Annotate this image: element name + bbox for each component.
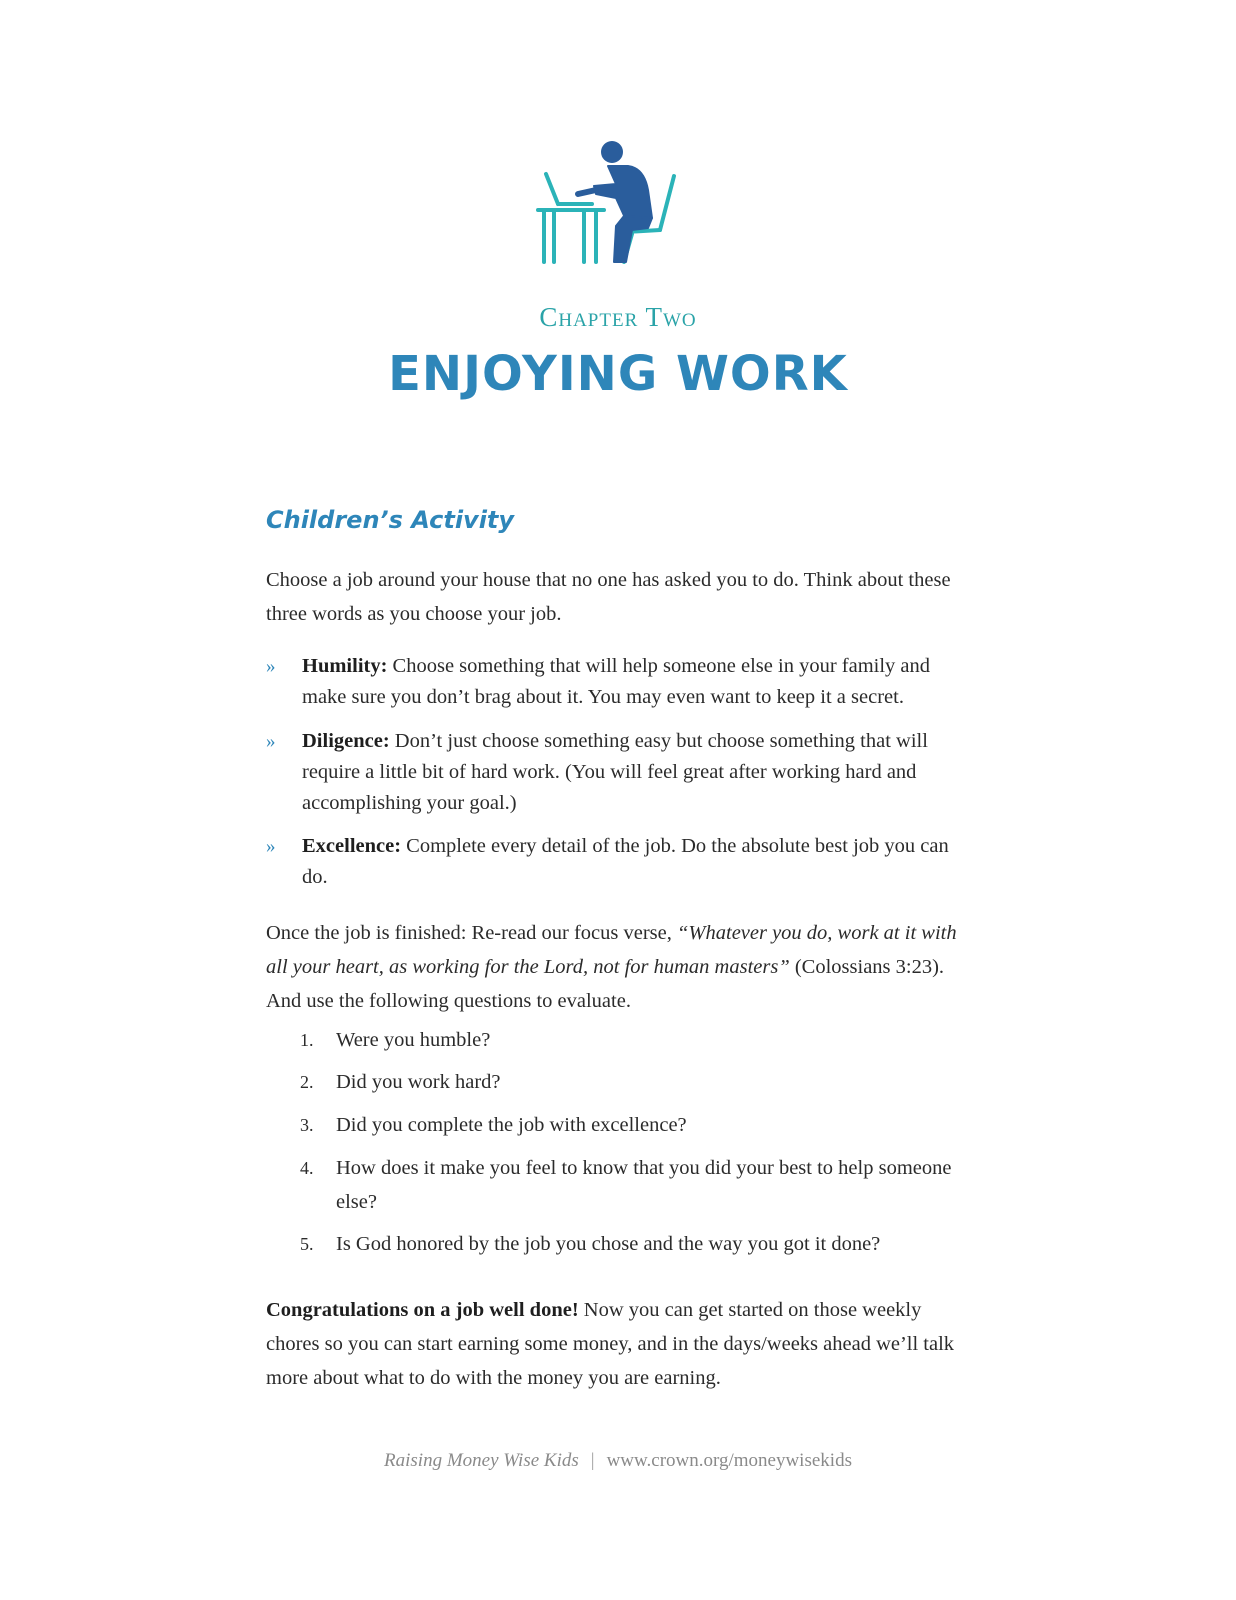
verse-quote: “Whatever you do, work at it with all your heart, as working for the Lord, not for human masters” xyxy=(266,922,957,978)
section-heading: Children’s Activity xyxy=(266,506,515,534)
list-number: 4. xyxy=(300,1158,314,1178)
list-item xyxy=(300,1151,960,1219)
chapter-label: Chapter Two xyxy=(539,302,697,332)
congrats-paragraph xyxy=(266,1293,966,1395)
verse-tail-text: (Colossians 3:23). And use the following questions to evaluate. xyxy=(266,956,945,1012)
congrats-text: Now you can get started on those weekly chores so you can start earning some money, and in the days/weeks ahead we’ll talk more about what to do with the money you are earning. xyxy=(266,1299,955,1389)
list-text: Did you complete the job with excellence? xyxy=(336,1114,687,1136)
list-item xyxy=(300,1023,960,1057)
person-at-laptop-desk-icon xyxy=(536,138,686,270)
list-number: 2. xyxy=(300,1072,314,1092)
bullet-marker-icon: » xyxy=(266,656,276,677)
list-item xyxy=(300,1227,960,1261)
bullet-text: Don’t just choose something easy but choose something that will require a little bit of hard work. (You will feel great after working hard and accomplishing your goal.) xyxy=(302,730,928,814)
bullet-marker-icon: » xyxy=(266,836,276,857)
footer-url[interactable]: www.crown.org/moneywisekids xyxy=(606,1450,852,1471)
chapter-title: ENJOYING WORK xyxy=(388,346,848,402)
list-number: 5. xyxy=(300,1234,314,1254)
list-text: Were you humble? xyxy=(336,1029,491,1051)
bullet-text: Choose something that will help someone else in your family and make sure you don’t brag about it. You may even want to keep it a secret. xyxy=(302,655,931,708)
footer-separator: | xyxy=(590,1450,595,1471)
list-text: Did you work hard? xyxy=(336,1071,501,1093)
list-item xyxy=(300,1065,960,1099)
bullet-item-humility xyxy=(266,651,966,713)
bullet-item-excellence xyxy=(266,831,966,893)
list-number: 1. xyxy=(300,1030,314,1050)
bullet-text: Complete every detail of the job. Do the absolute best job you can do. xyxy=(302,835,949,888)
list-text: Is God honored by the job you chose and the way you got it done? xyxy=(336,1233,881,1255)
intro-paragraph: Choose a job around your house that no one has asked you to do. Think about these three words as you choose your job. xyxy=(266,569,951,625)
bullet-term: Diligence: xyxy=(302,730,390,752)
bullet-marker-icon: » xyxy=(266,731,276,752)
bullet-item-diligence xyxy=(266,726,966,819)
list-item xyxy=(300,1108,960,1142)
list-text: How does it make you feel to know that you did your best to help someone else? xyxy=(336,1157,952,1213)
bullet-term: Humility: xyxy=(302,655,388,677)
page-footer xyxy=(0,1450,1236,1472)
bullet-term: Excellence: xyxy=(302,835,402,857)
footer-title: Raising Money Wise Kids xyxy=(384,1450,579,1471)
list-number: 3. xyxy=(300,1115,314,1135)
congrats-bold: Congratulations on a job well done! xyxy=(266,1299,579,1321)
focus-verse-paragraph xyxy=(266,916,966,1018)
verse-lead-text: Once the job is finished: Re-read our focus verse, xyxy=(266,922,678,944)
